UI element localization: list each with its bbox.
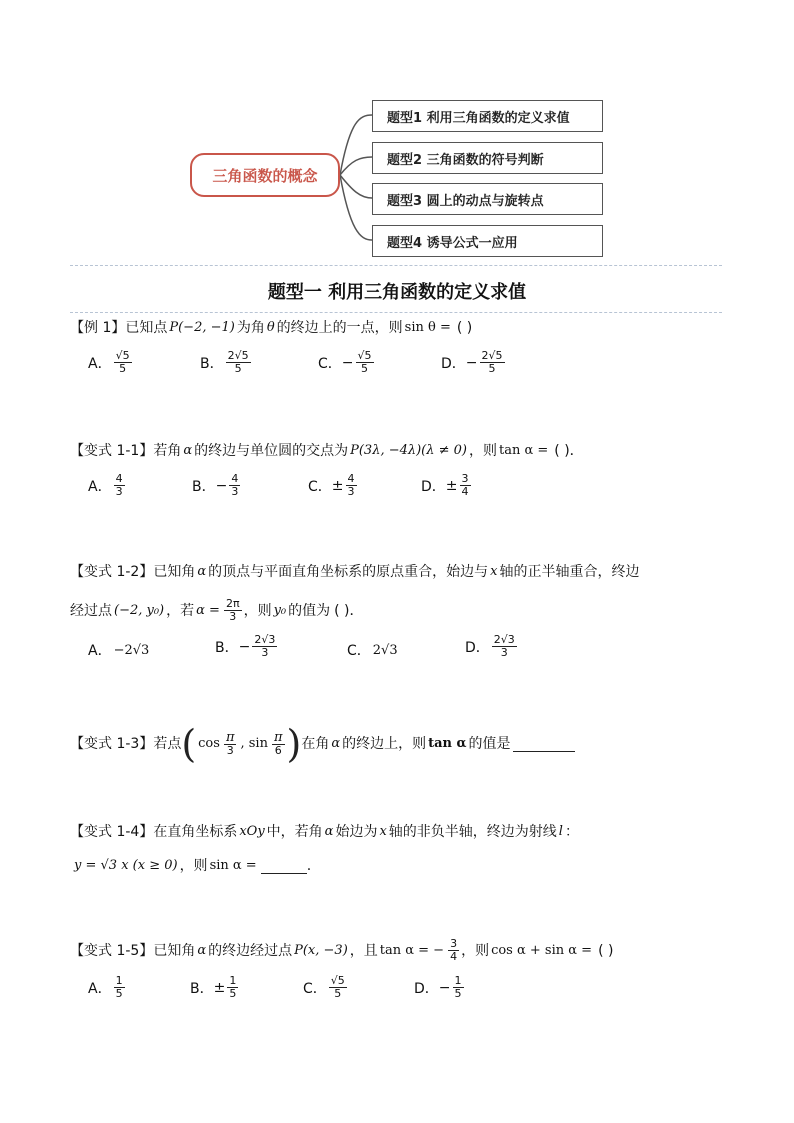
option-fraction xyxy=(114,975,125,1000)
example1-paren: ( ) xyxy=(456,320,473,336)
variant-1-2-option-a xyxy=(88,640,151,660)
alpha-symbol: α xyxy=(197,564,207,579)
alpha-symbol: α xyxy=(183,443,193,458)
option-label: B． xyxy=(200,355,224,372)
x-symbol: x xyxy=(490,564,498,579)
x-symbol: x xyxy=(379,824,387,839)
option-fraction xyxy=(229,473,240,498)
fraction-numerator: 1 xyxy=(229,974,237,987)
y0-symbol: y₀ xyxy=(273,602,287,618)
option-label: A． xyxy=(88,355,112,372)
mindmap-branch-1: 题型1 利用三角函数的定义求值 xyxy=(372,100,603,132)
answer-blank[interactable] xyxy=(513,737,575,752)
question-text: ，且 xyxy=(349,942,378,959)
fraction-denominator: 5 xyxy=(229,987,237,1000)
question-text: 若点 xyxy=(153,736,182,752)
question-text: 中，若角 xyxy=(266,824,323,840)
fraction-denominator: 5 xyxy=(234,362,242,375)
option-fraction xyxy=(329,975,347,1000)
question-text: 若角 xyxy=(153,443,182,459)
question-text: 在角 xyxy=(301,736,330,752)
option-label: B． xyxy=(190,980,214,997)
fraction-numerator: 2√3 xyxy=(254,633,276,646)
variant-1-1-question xyxy=(70,441,584,461)
option-sign: − xyxy=(215,477,228,494)
example1-option-a xyxy=(88,350,134,375)
question-text: 的值为 xyxy=(288,602,331,619)
question-text: 已知角 xyxy=(153,942,196,959)
fraction-denominator: 6 xyxy=(274,743,282,757)
option-label: B． xyxy=(192,478,216,495)
question-text: 轴的非负半轴，终边为射线 xyxy=(388,824,557,840)
answer-blank[interactable] xyxy=(261,859,307,874)
question-text: 的终边上，则 xyxy=(342,736,427,752)
option-value: 2√3 xyxy=(372,642,398,658)
question-end: . xyxy=(306,858,312,874)
fraction-numerator: π xyxy=(225,729,235,745)
mindmap-branch-2: 题型2 三角函数的符号判断 xyxy=(372,142,603,174)
question-text: 已知角 xyxy=(153,564,196,580)
question-text: ，则 xyxy=(469,443,497,459)
fraction-numerator: 4 xyxy=(347,472,355,485)
l-symbol: l xyxy=(558,824,563,839)
option-sign: − xyxy=(341,354,354,371)
mindmap-branch-4: 题型4 诱导公式一应用 xyxy=(372,225,603,257)
option-sign: − xyxy=(465,354,478,371)
tan-expr: tan α = xyxy=(499,443,549,458)
cos-fraction xyxy=(224,729,237,757)
section-title: 题型一 利用三角函数的定义求值 xyxy=(267,282,527,303)
option-fraction xyxy=(346,473,357,498)
sin-text: , sin xyxy=(240,736,268,751)
fraction-numerator: 1 xyxy=(454,974,462,987)
question-text: 的终边与单位圆的交点为 xyxy=(194,443,349,459)
fraction-denominator: 4 xyxy=(450,950,458,963)
option-value: −2√3 xyxy=(113,642,150,658)
fraction-denominator: 3 xyxy=(231,485,239,498)
point-expr: P(x, −3) xyxy=(294,942,348,958)
option-fraction xyxy=(453,975,464,1000)
question-text: 始边为 xyxy=(335,824,378,840)
divider-top xyxy=(70,265,722,266)
example1-theta: θ xyxy=(266,320,275,335)
example1-point: P(−2, −1) xyxy=(169,320,235,335)
option-fraction xyxy=(492,634,517,659)
point-expr: P(3λ, −4λ)(λ ≠ 0) xyxy=(350,443,467,458)
example1-text-1: 已知点 xyxy=(125,320,168,336)
option-fraction xyxy=(460,473,471,498)
variant-1-2-question-line-1 xyxy=(70,562,639,582)
fraction-denominator: 3 xyxy=(226,743,234,757)
variant-tag: 【变式 1-1】 xyxy=(70,443,154,459)
fraction-denominator: 5 xyxy=(119,362,127,375)
question-text: 的终边经过点 xyxy=(208,942,293,959)
option-fraction xyxy=(356,350,374,375)
option-label: C． xyxy=(347,643,371,659)
variant-1-1-option-c xyxy=(308,473,359,498)
question-text: ，则 xyxy=(461,942,490,959)
fraction-numerator: √5 xyxy=(357,349,372,362)
variant-1-4-question-line-2 xyxy=(72,856,311,876)
option-fraction xyxy=(227,975,238,1000)
fraction-numerator: 4 xyxy=(231,472,239,485)
answer-paren: ( )． xyxy=(334,602,364,619)
fraction-denominator: 3 xyxy=(229,610,237,623)
variant-tag: 【变式 1-5】 xyxy=(70,942,154,959)
fraction-numerator: 2π xyxy=(225,597,240,610)
variant-1-3-question xyxy=(70,724,575,764)
fraction-denominator: 5 xyxy=(488,362,496,375)
fraction-denominator: 5 xyxy=(454,987,462,1000)
option-label: B． xyxy=(215,639,239,656)
example1-option-d xyxy=(441,350,507,375)
option-label: D． xyxy=(441,355,466,372)
fraction-numerator: 4 xyxy=(115,472,123,485)
fraction-denominator: 5 xyxy=(361,362,369,375)
point-expr: (−2, y₀) xyxy=(114,602,165,618)
fraction-numerator: √5 xyxy=(330,974,345,987)
alpha-symbol: α xyxy=(197,942,207,958)
example1-option-b xyxy=(200,350,253,375)
example1-option-c xyxy=(318,350,376,375)
variant-1-1-option-a xyxy=(88,473,127,498)
variant-1-1-option-d xyxy=(421,473,473,498)
variant-1-5-option-d xyxy=(414,975,466,1000)
question-text: 的值是 xyxy=(468,736,511,752)
variant-1-2-option-c xyxy=(347,640,400,660)
example1-text-3: 的终边上的一点，则 xyxy=(276,320,403,336)
fraction-denominator: 5 xyxy=(334,987,342,1000)
alpha-value-fraction xyxy=(224,598,242,623)
example1-tag: 【例 1】 xyxy=(70,320,126,336)
fraction-denominator: 3 xyxy=(115,485,123,498)
fraction-numerator: 2√5 xyxy=(227,349,249,362)
variant-1-5-question xyxy=(70,938,613,963)
fraction-denominator: 4 xyxy=(461,485,469,498)
mindmap-center-node: 三角函数的概念 xyxy=(190,153,340,197)
variant-tag: 【变式 1-3】 xyxy=(70,736,154,752)
sin-expr: sin α = xyxy=(209,858,257,873)
option-sign: ± xyxy=(331,477,344,494)
fraction-numerator: √5 xyxy=(115,349,130,362)
variant-1-5-option-a xyxy=(88,975,127,1000)
option-sign: ± xyxy=(445,477,458,494)
variant-tag: 【变式 1-4】 xyxy=(70,824,154,840)
answer-paren: ( )． xyxy=(554,443,584,459)
question-text: ，则 xyxy=(179,858,208,874)
option-label: D． xyxy=(421,478,446,495)
variant-1-2-option-b xyxy=(215,634,279,659)
alpha-symbol: α xyxy=(331,736,341,751)
fraction-numerator: 2√3 xyxy=(493,633,515,646)
question-text: 经过点 xyxy=(70,602,112,619)
option-label: D． xyxy=(414,980,439,997)
fraction-numerator: 1 xyxy=(115,974,123,987)
fraction-numerator: π xyxy=(273,729,283,745)
example1-expr: sin θ = xyxy=(404,320,451,335)
variant-1-2-option-d xyxy=(465,634,519,659)
fraction-denominator: 5 xyxy=(115,987,123,1000)
option-label: C． xyxy=(318,355,342,372)
variant-1-1-option-b xyxy=(192,473,242,498)
alpha-eq: α = xyxy=(196,602,220,618)
option-label: C． xyxy=(308,478,332,495)
tan-fraction xyxy=(448,938,459,963)
answer-paren: ( ) xyxy=(598,942,614,959)
left-paren-icon: ( xyxy=(181,722,197,766)
variant-1-4-question-line-1 xyxy=(70,822,579,842)
fraction-numerator: 2√5 xyxy=(481,349,503,362)
option-fraction xyxy=(226,350,251,375)
fraction-numerator: 3 xyxy=(450,937,458,950)
option-label: D． xyxy=(465,639,490,656)
tan-expr: tan α xyxy=(428,736,467,751)
tan-expr: tan α = − xyxy=(379,942,445,958)
fraction-numerator: 3 xyxy=(461,472,469,485)
divider-bottom xyxy=(70,312,722,313)
xoy-symbol: xOy xyxy=(239,824,265,839)
sin-fraction xyxy=(272,729,285,757)
fraction-denominator: 3 xyxy=(347,485,355,498)
option-fraction xyxy=(114,350,132,375)
option-sign: − xyxy=(238,638,251,655)
question-text: 的顶点与平面直角坐标系的原点重合，始边与 xyxy=(208,564,489,580)
alpha-symbol: α xyxy=(324,824,334,839)
fraction-denominator: 3 xyxy=(500,646,508,659)
variant-1-5-option-c xyxy=(303,975,349,1000)
variant-1-2-question-line-2 xyxy=(70,598,364,623)
option-label: A． xyxy=(88,643,112,659)
option-fraction xyxy=(114,473,125,498)
fraction-denominator: 3 xyxy=(261,646,269,659)
question-text: 在直角坐标系 xyxy=(153,824,238,840)
option-label: A． xyxy=(88,478,112,495)
cos-text: cos xyxy=(198,736,220,751)
option-label: A． xyxy=(88,980,112,997)
example1-question xyxy=(70,318,472,338)
option-label: C． xyxy=(303,980,327,997)
ray-equation: y = √3 x (x ≥ 0) xyxy=(74,858,178,873)
question-text: 轴的正半轴重合，终边 xyxy=(499,564,640,580)
option-fraction xyxy=(252,634,277,659)
question-text: ，若 xyxy=(166,602,195,619)
variant-tag: 【变式 1-2】 xyxy=(70,564,154,580)
option-fraction xyxy=(480,350,505,375)
variant-1-5-option-b xyxy=(190,975,240,1000)
option-sign: − xyxy=(438,979,451,996)
mindmap-branch-3: 题型3 圆上的动点与旋转点 xyxy=(372,183,603,215)
question-text: ，则 xyxy=(243,602,272,619)
example1-text-2: 为角 xyxy=(236,320,265,336)
cos-sin-expr: cos α + sin α = xyxy=(491,942,593,958)
right-paren-icon: ) xyxy=(286,722,302,766)
question-text: ： xyxy=(564,824,579,840)
option-sign: ± xyxy=(213,979,226,996)
